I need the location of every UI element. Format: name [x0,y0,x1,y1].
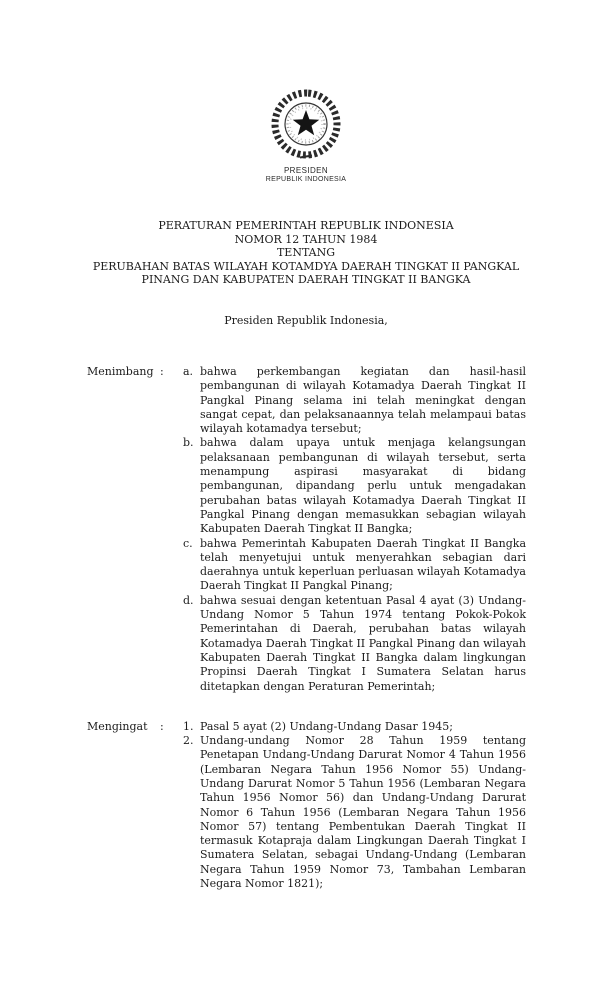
document-title-block [0,219,612,287]
item-marker: 2. [183,734,194,748]
section-items [183,365,526,694]
presidential-star-wreath-icon [267,84,345,162]
title-subject: PERUBAHAN BATAS WILAYAH KOTAMDYA DAERAH TINGKAT II PANGKAL PINANG DAN KABUPATEN DAERAH TINGKAT II BANGKA [92,259,520,287]
section-colon: : [160,719,164,733]
list-item [183,365,526,436]
item-text: Undang-undang Nomor 28 Tahun 1959 tentang Penetapan Undang-Undang Darurat Nomor 4 Tahun 1956 (Lembaran Negara Tahun 1956 Nomor 55) Undang-Undang Darurat Nomor 5 Tahun 1956 (Lembaran Negara Tahun 1956 Nomor 56) dan Undang-Undang Darurat Nomor 6 Tahun 1956 (Lembaran Negara Tahun 1956 Nomor 57) tentang Pembentukan Daerah Tingkat II termasuk Kotapraja dalam Lingkungan Daerah Tingkat I Sumatera Selatan, sebagai Undang-Undang (Lembaran Negara Tahun 1959 Nomor 73, Tambahan Lembaran Negara Nomor 1821); [200,734,526,891]
emblem-label-republik-indonesia: REPUBLIK INDONESIA [265,176,347,183]
item-marker: 1. [183,719,194,733]
item-marker: b. [183,436,194,450]
title-regulation-name: PERATURAN PEMERINTAH REPUBLIK INDONESIA [158,219,454,232]
item-marker: a. [183,364,194,378]
list-item [183,594,526,694]
list-item [183,720,526,734]
list-item [183,436,526,536]
item-text: bahwa Pemerintah Kabupaten Daerah Tingkat II Bangka telah menyetujui untuk menyerahkan sebagian dari daerahnya untuk keperluan perluasan wilayah Kotamadya Daerah Tingkat II Pangkal Pinang; [200,536,526,593]
section-items [183,720,526,892]
section-label: Menimbang [87,364,154,378]
section-label: Mengingat [87,719,148,733]
section-mengingat [87,720,526,892]
list-item [183,734,526,891]
item-text: bahwa dalam upaya untuk menjaga kelangsungan pelaksanaan pembangunan di wilayah tersebut, serta menampung aspirasi masyarakat di bidang pembangunan, dipandang perlu untuk mengadakan perubahan batas wilayah Kotamadya Daerah Tingkat II Pangkal Pinang dengan memasukkan sebagian wilayah Kabupaten Daerah Tingkat II Bangka; [200,436,526,536]
section-colon: : [160,364,164,378]
title-tentang: TENTANG [276,246,336,260]
item-marker: c. [183,536,193,550]
national-emblem-block [0,0,612,183]
item-text: Pasal 5 ayat (2) Undang-Undang Dasar 1945; [200,719,453,733]
list-item [183,537,526,594]
title-regulation-number: NOMOR 12 TAHUN 1984 [234,232,378,246]
section-menimbang [87,365,526,694]
emblem-label-presiden: PRESIDEN [283,166,329,175]
preamble: Presiden Republik Indonesia, [224,313,388,327]
item-marker: d. [183,593,194,607]
item-text: bahwa perkembangan kegiatan dan hasil-hasil pembangunan di wilayah Kotamadya Daerah Tingkat II Pangkal Pinang selama ini telah meningkat dengan sangat cepat, dan pelaksanaannya telah melampaui batas wilayah kotamadya tersebut; [200,364,526,436]
document-body [87,365,526,891]
item-text: bahwa sesuai dengan ketentuan Pasal 4 ayat (3) Undang-Undang Nomor 5 Tahun 1974 tentang Pokok-Pokok Pemerintahan di Daerah, perubahan batas wilayah Kotamadya Daerah Tingkat II Pangkal Pinang dan wilayah Kabupaten Daerah Tingkat II Bangka dalam lingkungan Propinsi Daerah Tingkat I Sumatera Selatan harus ditetapkan dengan Peraturan Pemerintah; [200,593,526,693]
